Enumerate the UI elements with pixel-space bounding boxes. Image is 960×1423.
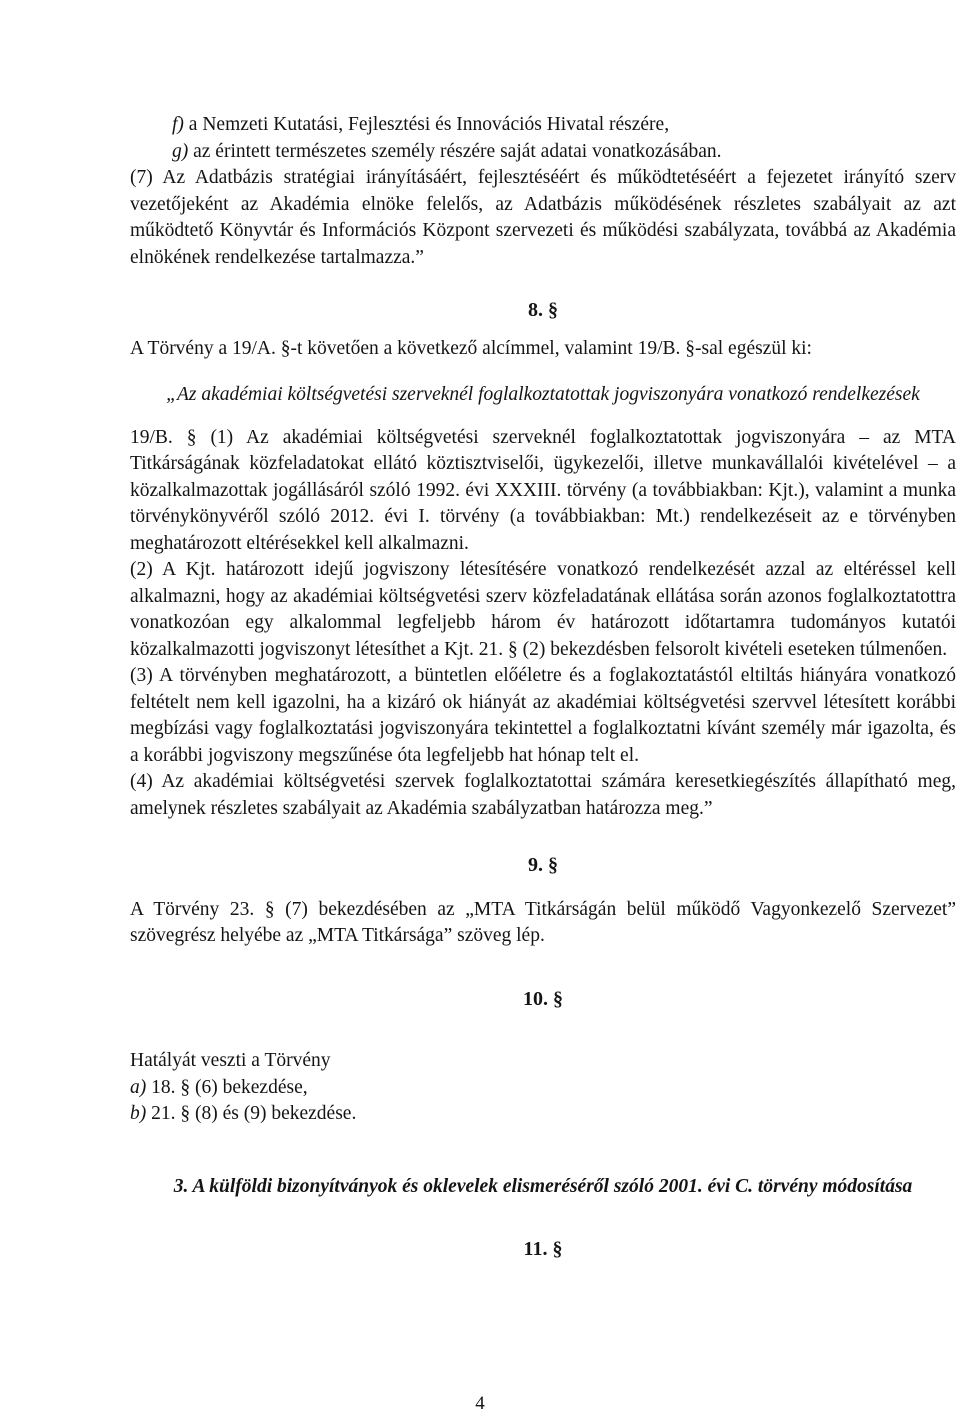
document-body <box>130 112 956 1263</box>
paragraph-7: (7) Az Adatbázis stratégiai irányításáért, fejlesztéséért és működtetéséért a fejezetet irányító szerv vezetőjeként az Akadémia elnöke felelős, az Adatbázis működésének részletes szabályait az azt működtető Könyvtár és Információs Központ szervezeti és működési szabályzata, továbbá az Akadémia elnökének rendelkezése tartalmazza.” <box>130 167 956 268</box>
page-number: 4 <box>475 1393 485 1414</box>
section-10-heading: 10. § <box>523 987 563 1010</box>
paragraph-19b-4: (4) Az akadémiai költségvetési szervek foglalkoztatottai számára keresetkiegészítés állapítható meg, amelynek részletes szabályait az Akadémia szabályzatban határozza meg.” <box>130 771 956 819</box>
section-9-text: A Törvény 23. § (7) bekezdésében az „MTA Titkárságán belül működő Vagyonkezelő Szervezet” szövegrész helyébe az „MTA Titkársága” szöveg lép. <box>130 898 956 946</box>
list-text-g: az érintett természetes személy részére saját adatai vonatkozásában. <box>188 140 722 162</box>
list-marker-b: b) <box>130 1103 147 1124</box>
section-9-heading: 9. § <box>528 854 558 876</box>
list-item-a <box>130 1075 956 1102</box>
paragraph-19b-2: (2) A Kjt. határozott idejű jogviszony létesítésére vonatkozó rendelkezését azzal az eltéréssel kell alkalmazni, hogy az akadémiai költségvetési szerv közfeladatának ellátása során azonos foglalkoztatottra vonatkozóan egy alkalommal legfeljebb három év határozott időtartamra tudományos kutatói közalkalmazotti jogviszonyt létesíthet a Kjt. 21. § (2) bekezdésben felsorolt kivételi eseteken túlmenően. <box>130 559 956 660</box>
list-item-b <box>130 1101 956 1128</box>
chapter-3-title: 3. A külföldi bizonyítványok és oklevelek elismeréséről szóló 2001. évi C. törvény módosítása <box>173 1175 913 1197</box>
list-text-a: 18. § (6) bekezdése, <box>146 1076 308 1098</box>
paragraph-19b-3: (3) A törvényben meghatározott, a büntetlen előéletre és a foglakoztatástól eltiltás hiányára vonatkozó feltételt nem kell igazolni, ha a kizáró ok hiányát az akadémiai költségvetési szervvel létesített korábbi megbízási vagy foglalkoztatási jogviszonyára tekintettel a foglalkoztatni kívánt személy már igazolta, és a korábbi jogviszony megszűnése óta legfeljebb hat hónap telt el. <box>130 665 956 766</box>
paragraph-19b-1: 19/B. § (1) Az akadémiai költségvetési szerveknél foglalkoztatottak jogviszonyára – az MTA Titkárságának közfeladatokat ellátó köztisztviselői, ügykezelői, illetve munkavállalói kivételével – a közalkalmazottak jogállásáról szóló 1992. évi XXXIII. törvény (a továbbiakban: Kjt.), valamint a munka törvénykönyvéről szóló 2012. évi I. törvény (a továbbiakban: Mt.) rendelkezéseit az e törvényben meghatározott eltérésekkel kell alkalmazni. <box>130 426 956 554</box>
list-item-g <box>130 139 956 166</box>
list-text-b: 21. § (8) és (9) bekezdése. <box>146 1103 357 1124</box>
section-11-heading: 11. § <box>523 1238 563 1260</box>
list-marker-g: g) <box>172 140 189 162</box>
section-8-heading: 8. § <box>528 299 558 321</box>
section-8-subtitle: „Az akadémiai költségvetési szerveknél foglalkoztatottak jogviszonyára vonatkozó rendelkezések <box>166 384 920 405</box>
list-marker-f: f) <box>172 114 184 135</box>
list-text-f: a Nemzeti Kutatási, Fejlesztési és Innovációs Hivatal részére, <box>183 114 670 135</box>
section-8-intro: A Törvény a 19/A. §-t követően a következő alcímmel, valamint 19/B. §-sal egészül ki: <box>130 337 812 359</box>
list-marker-a: a) <box>130 1076 147 1098</box>
section-10-intro: Hatályát veszti a Törvény <box>130 1050 331 1071</box>
list-item-f <box>130 112 956 139</box>
